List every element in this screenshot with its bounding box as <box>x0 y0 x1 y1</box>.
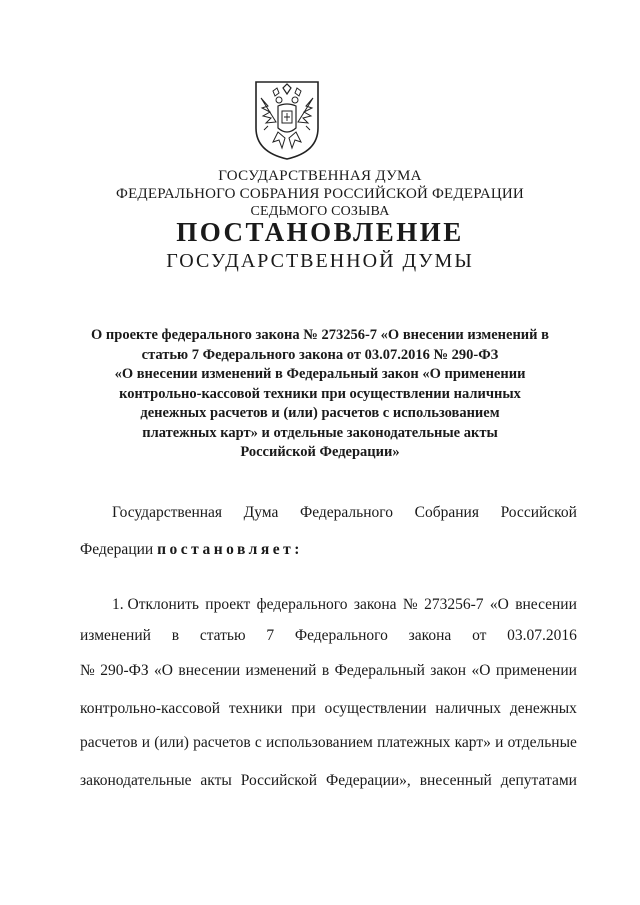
item1-word: наличных <box>435 700 501 717</box>
item1-word: закона <box>353 596 397 613</box>
subject-line: статью 7 Федерального закона от 03.07.2016 № 290-ФЗ <box>141 346 499 363</box>
subject-line: контрольно-кассовой техники при осуществлении наличных <box>119 385 521 402</box>
item1-line <box>80 700 577 718</box>
item1-word: Федеральный <box>334 662 425 679</box>
item1-line <box>80 627 577 645</box>
item1-word: денежных <box>509 700 577 717</box>
item1-line <box>112 596 577 614</box>
preamble-word: Собрания <box>414 504 479 521</box>
item1-word: и <box>141 734 151 751</box>
item1-word: Федерального <box>294 627 388 644</box>
preamble-cont-text: Федерации <box>80 541 158 558</box>
preamble-continuation <box>80 541 303 559</box>
item1-word: проект <box>205 596 251 613</box>
subject-line: «О внесении изменений в Федеральный закон «О применении <box>114 366 526 382</box>
item1-word: статью <box>199 627 246 644</box>
item1-word: в <box>171 627 180 644</box>
item1-word: акты <box>200 772 232 789</box>
item1-word: федерального <box>256 596 348 613</box>
item1-word: в <box>321 662 330 679</box>
item1-line <box>80 662 577 680</box>
subject-line: денежных расчетов и (или) расчетов с использованием <box>140 405 500 421</box>
item1-word: № <box>80 662 95 679</box>
item1-word: № <box>402 596 418 613</box>
item1-word: отдельные <box>507 734 577 751</box>
preamble-resolves: постановляет: <box>157 541 303 558</box>
preamble-line <box>112 504 577 522</box>
item1-word: «О <box>489 596 509 613</box>
document-subtitle: ГОСУДАРСТВЕННОЙ ДУМЫ <box>166 250 474 272</box>
item1-word: контрольно-кассовой <box>80 700 220 717</box>
item1-word: изменений <box>80 627 151 644</box>
header-federal-assembly: ФЕДЕРАЛЬНОГО СОБРАНИЯ РОССИЙСКОЙ ФЕДЕРАЦИИ <box>116 186 524 202</box>
item1-word: «О <box>471 662 491 679</box>
header-convocation: СЕДЬМОГО СОЗЫВА <box>250 204 390 219</box>
russian-coat-of-arms-icon <box>248 78 326 162</box>
item1-line <box>80 772 577 790</box>
item1-word: закона <box>408 627 452 644</box>
item1-word: техники <box>228 700 283 717</box>
emblem <box>248 78 326 162</box>
item1-word: внесении <box>178 662 241 679</box>
item1-word: Российской <box>240 772 318 789</box>
item1-word: (или) <box>154 734 189 751</box>
item1-word: использованием <box>265 734 373 751</box>
item1-word: при <box>291 700 316 717</box>
item1-word: 1. Отклонить <box>112 596 199 613</box>
item1-word: платежных <box>377 734 451 751</box>
subject-line: О проекте федерального закона № 273256-7 «О внесении изменений в <box>91 327 549 343</box>
item1-word: законодательные <box>80 772 192 789</box>
preamble-word: Государственная <box>112 504 223 521</box>
item1-word: внесении <box>515 596 577 613</box>
item1-word: 290-ФЗ <box>100 662 149 679</box>
document-subject <box>60 326 580 463</box>
document-title: ПОСТАНОВЛЕНИЕ <box>176 217 464 247</box>
item1-word: расчетов <box>80 734 138 751</box>
item1-word: закон <box>430 662 467 679</box>
item1-word: и <box>495 734 504 751</box>
item1-word: изменений <box>245 662 317 679</box>
item1-word: применении <box>495 662 577 679</box>
item1-word: от <box>472 627 487 644</box>
item1-word: с <box>254 734 262 751</box>
item1-word: 7 <box>266 627 275 644</box>
subject-line: платежных карт» и отдельные законодательные акты <box>142 424 498 441</box>
item1-word: карт» <box>454 734 491 751</box>
item1-word: 273256-7 <box>424 596 484 613</box>
item1-word: депутатами <box>500 772 577 789</box>
item1-word: Федерации», <box>325 772 411 789</box>
item1-word: внесенный <box>419 772 492 789</box>
header-state-duma: ГОСУДАРСТВЕННАЯ ДУМА <box>218 168 422 184</box>
preamble-word: Федерального <box>299 504 394 521</box>
item1-word: «О <box>154 662 173 679</box>
preamble-word: Российской <box>500 504 577 521</box>
item1-word: осуществлении <box>324 700 427 717</box>
item1-word: 03.07.2016 <box>507 627 577 644</box>
preamble-word: Дума <box>243 504 279 521</box>
item1-line <box>80 734 577 752</box>
subject-line: Российской Федерации» <box>240 444 400 460</box>
item1-word: расчетов <box>193 734 251 751</box>
